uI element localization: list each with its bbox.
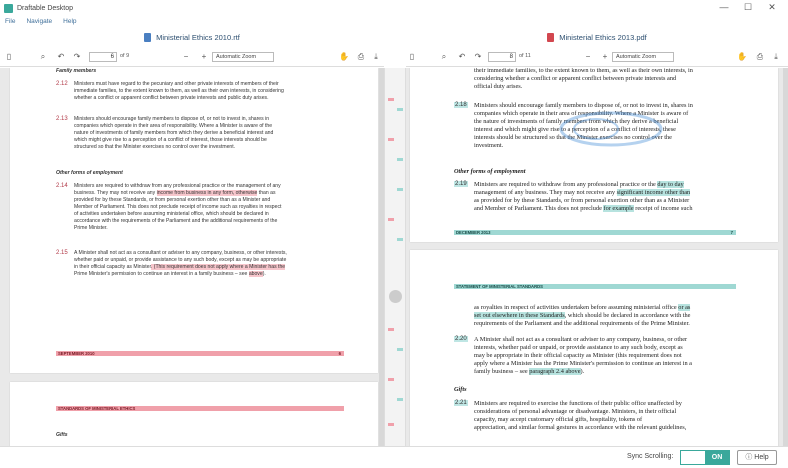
zoom-in-icon[interactable]: +	[602, 52, 608, 61]
search-icon[interactable]: ⌕	[40, 52, 46, 61]
menu-bar	[0, 16, 788, 28]
menu-help[interactable]: Help	[63, 18, 77, 25]
pdf-file-icon	[547, 33, 554, 42]
paragraph: Ministers should encourage family members to dispose of, or not to invest in, shares in companies which operate in their area of responsibility. Where a Minister is aware of the nature of investments of family members from which they derive a beneficial interest and which might give rise to a perception of a conflict of interests, these interests should be structured so that the Minister exercises no control over the investment.	[474, 102, 693, 149]
search-icon[interactable]: ⌕	[441, 52, 447, 61]
right-document-pane[interactable]	[406, 68, 788, 446]
paragraph: A Minister shall not act as a consultant or adviser to any company, business, or other interests, whether paid or unpaid, or provide assistance to any such body, except as may be appropriate in their official capacity as Minister. (This requirement does not apply where a Minister has the Prime Minister's permission to continue an interest in a family business – see above).	[74, 250, 287, 277]
paragraph-number: 2.20	[455, 336, 467, 342]
right-doc-header	[406, 29, 788, 46]
section-heading: Other forms of employment	[56, 170, 123, 176]
close-button[interactable]: ✕	[768, 2, 776, 12]
help-button[interactable]: ⓘ Help	[737, 450, 777, 465]
toggle-on-label: ON	[705, 451, 729, 464]
left-page-input[interactable]: 6	[89, 52, 117, 62]
sidebar-toggle-icon[interactable]: ▯	[409, 52, 415, 61]
section-heading: Gifts	[454, 386, 467, 393]
right-zoom-select[interactable]: Automatic Zoom	[612, 52, 674, 62]
change-marker[interactable]	[388, 378, 394, 381]
paragraph-number: 2.19	[455, 181, 467, 187]
page-header: STANDARDS OF MINISTERIAL ETHICS	[56, 406, 344, 411]
left-document-pane[interactable]	[0, 68, 384, 446]
page-footer: DECEMBER 2013 7	[454, 230, 736, 235]
paragraph: Ministers are required to withdraw from any professional practice or the management of any business. They may not receive any income from business in any form, otherwise than as provided for by these Standards, or from personal exertion other than as a Minister and Member of Parliament. This does not preclude receipt of income such as royalties in respect of activities undertaken before assuming ministerial office, which should be declared in accordance with the requirements of the Parliament and the additional requirements of the Prime Minister.	[74, 183, 282, 231]
section-heading: Other forms of employment	[454, 168, 526, 175]
change-marker[interactable]	[397, 188, 403, 191]
print-icon[interactable]: ⎙	[756, 52, 764, 61]
status-bar	[0, 446, 788, 468]
right-page-input[interactable]: 8	[488, 52, 516, 62]
left-filename: Ministerial Ethics 2010.rtf	[156, 33, 240, 42]
deleted-text: above	[248, 271, 263, 277]
title-bar	[0, 0, 788, 16]
change-marker[interactable]	[397, 398, 403, 401]
deleted-text: . (This requirement does not apply where a Minister has the	[150, 264, 286, 270]
app-logo-icon	[4, 4, 13, 13]
sync-scrolling-label: Sync Scrolling:	[627, 453, 674, 460]
pan-tool-icon[interactable]: ✋	[737, 52, 747, 61]
zoom-out-icon[interactable]: −	[585, 52, 591, 61]
page-footer: SEPTEMBER 2010 6	[56, 351, 344, 356]
change-marker[interactable]	[388, 423, 394, 426]
inserted-text: set out elsewhere in these Standards	[474, 312, 565, 319]
right-page-8	[410, 250, 778, 446]
paragraph-number: 2.12	[56, 81, 68, 87]
minimize-button[interactable]: —	[719, 2, 729, 12]
paragraph: as royalties in respect of activities undertaken before assuming ministerial office or as set out elsewhere in these Standards, which should be declared in accordance with the requirements of the Parliament and the additional requirements of the Prime Minister.	[474, 304, 691, 327]
section-heading: Family members	[56, 68, 97, 74]
change-marker[interactable]	[397, 238, 403, 241]
inserted-text: paragraph 2.4 above	[529, 368, 581, 375]
inserted-text: for example	[603, 205, 634, 212]
right-page-total: of 11	[519, 53, 531, 59]
left-toolbar	[0, 48, 384, 67]
paragraph-number: 2.15	[56, 250, 68, 256]
change-marker[interactable]	[388, 138, 394, 141]
previous-change-icon[interactable]: ↶	[57, 52, 65, 61]
change-marker[interactable]	[388, 98, 394, 101]
pan-tool-icon[interactable]: ✋	[339, 52, 349, 61]
sync-scrolling-toggle[interactable]	[680, 450, 730, 465]
zoom-in-icon[interactable]: +	[201, 52, 207, 61]
left-page-total: of 9	[120, 53, 130, 59]
change-map-gutter[interactable]	[384, 68, 406, 446]
paragraph-number: 2.21	[455, 400, 467, 406]
change-marker[interactable]	[397, 158, 403, 161]
paragraph-number: 2.14	[56, 183, 68, 189]
paragraph-number: 2.13	[56, 116, 68, 122]
download-icon[interactable]: ⤓	[774, 52, 778, 61]
change-marker[interactable]	[397, 348, 403, 351]
paragraph: Ministers must have regard to the pecuniary and other private interests of members of their immediate families, to the extent known to them, as well as their own interests, in considering whether a conflict or apparent conflict between private interests and public duty arises.	[74, 81, 284, 101]
right-scrollbar[interactable]	[783, 68, 788, 446]
right-toolbar	[406, 48, 788, 67]
paragraph-number: 2.18	[455, 102, 467, 108]
change-marker[interactable]	[397, 108, 403, 111]
maximize-button[interactable]: ☐	[743, 2, 753, 12]
deleted-text: income from business in any form, otherwise	[156, 190, 258, 196]
inserted-text: significant income other than	[616, 189, 691, 196]
download-icon[interactable]: ⤓	[374, 52, 378, 61]
left-doc-header	[0, 29, 384, 46]
doc-file-icon	[144, 33, 151, 42]
paragraph: A Minister shall not act as a consultant or adviser to any company, business, or other interests, whether paid or unpaid, or provide assistance to any such body, except as may be appropriate in their official capacity as Minister (this requirement does not apply where a Minister has the Prime Minister's permission to continue an interest in a family business – see paragraph 2.4 above).	[474, 336, 692, 375]
window-title: Draftable Desktop	[17, 4, 74, 12]
sync-scroll-handle[interactable]	[389, 290, 402, 303]
page-header: STATEMENT OF MINISTERIAL STANDARDS	[454, 284, 736, 289]
left-zoom-select[interactable]: Automatic Zoom	[212, 52, 274, 62]
previous-change-icon[interactable]: ↶	[458, 52, 466, 61]
zoom-out-icon[interactable]: −	[183, 52, 189, 61]
change-marker[interactable]	[388, 218, 394, 221]
paragraph: Ministers are required to exercise the functions of their public office unaffected by considerations of personal advantage or disadvantage. Ministers, in their official capacity, may accept customary official gifts, hospitality, tokens of appreciation, and similar formal gestures in accordance with the relevant guidelines,	[474, 400, 687, 431]
print-icon[interactable]: ⎙	[357, 52, 365, 61]
sidebar-toggle-icon[interactable]: ▯	[6, 52, 12, 61]
paragraph: their immediate families, to the extent known to them, as well as their own interests, in considering whether a conflict or apparent conflict between private interests and official duty arises.	[474, 68, 693, 90]
right-page-7	[410, 68, 778, 242]
paragraph: Ministers are required to withdraw from any professional practice or the day to day management of any business. They may not receive any significant income other than as provided for by these Standards, or from personal exertion other than as a Minister and Member of Parliament. This does not preclude for example receipt of income such	[474, 181, 693, 212]
inserted-text: day to day	[657, 181, 684, 188]
inserted-text: or as	[678, 304, 691, 311]
menu-file[interactable]: File	[5, 18, 16, 25]
paragraph: Ministers should encourage family members to dispose of, or not to invest in, shares in companies which operate in their area of responsibility. Where a Minister is aware of the nature of investments of family members from which they derive a beneficial interest and which might give rise to a perception of a conflict of interest, those interests should be structured so that the Minister exercises no control over the investment.	[74, 116, 274, 150]
left-page-7	[10, 382, 378, 446]
menu-navigate[interactable]: Navigate	[26, 18, 53, 25]
next-change-icon[interactable]: ↷	[474, 52, 482, 61]
next-change-icon[interactable]: ↷	[73, 52, 81, 61]
left-page-6	[10, 68, 378, 373]
right-filename: Ministerial Ethics 2013.pdf	[559, 33, 647, 42]
help-icon: ⓘ	[745, 454, 753, 461]
change-marker[interactable]	[388, 328, 394, 331]
section-heading: Gifts	[56, 432, 68, 438]
